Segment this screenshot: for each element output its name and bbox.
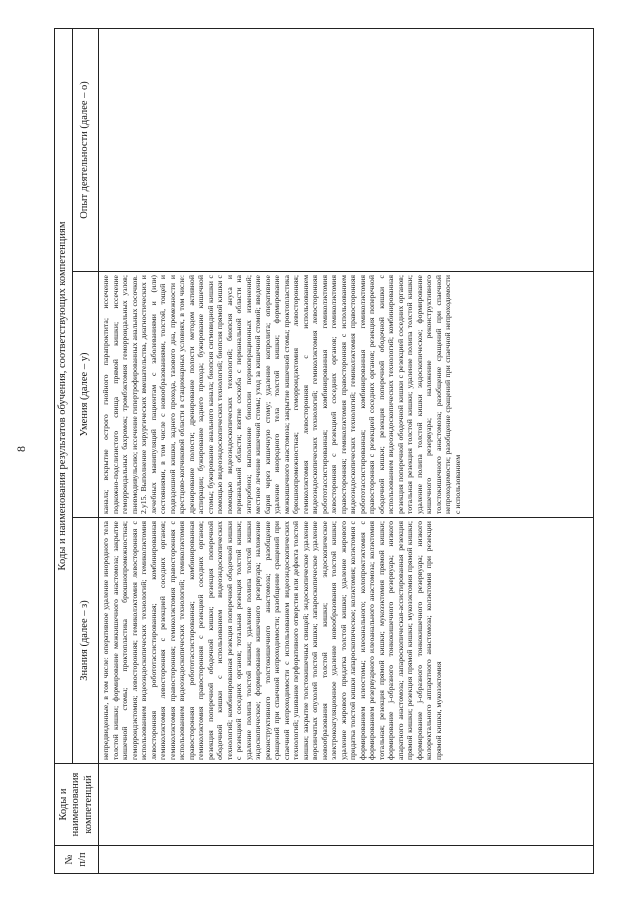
skills-text: канала; вскрытие острого гнойного парапроктита; иссечение подкожно-подслизистого свища прямой кишки; иссечение геморроидальных бахромок; тромбэктомия геморроидальных узлов; пневмодивульсию; иссечение гипертрофированных анальных сосочков. 2.у15. Выполнение хирургических вмешательства, диагностических и лечебных манипуляций пациентам с заболеваниями и (или) состояниями, в том числе с новообразованиями, толстой, тощей и подвздошной кишки, заднего прохода, тазового дна, промежности и крестцово-копчиковой области в стационарных условиях, в том числе: дренирование полости; дренирование полости методом активной аспирации; бужирование заднего прохода; бужирование кишечной стомы; бужирование анального канала; биопсия сигмовидной кишки с помощью видеоэндоскопических технологий; биопсия прямой кишки с помощью видеоэндоскопических технологий; биопсия ануса и перианальной области; взятие соскоба с перианальной области на энтеробиоз; выполнение биопсии периоперационных изменений; местное лечение кишечной стомы; уход за кишечной стомой; введение бария через кишечную стому; удаление копролита; оперативное удаление инородного тела толстой кишки; формирование межкишечного анастомоза; закрытие кишечной стомы; проктопластика брюшнопромежностная; геморроидэктомия левосторонняя; гемиколэктомия левосторонняя с использованием видеоэндоскопических технологий; гемиколэктомия левосторонняя робототассистированная; комбинированная гемиколэктомия левосторонняя с резекцией соседних органов; гемиколэктомия правосторонняя; гемиколэктомия правосторонняя с использованием видеоэндоскопических технологий; гемиколэктомия правосторонняя робототассистированная; комбинированная гемиколэктомия правосторонняя с резекцией соседних органов; резекция поперечной ободочной кишки; резекция поперечной ободочной кишки с использованием видеоэндоскопических технологий; комбинированная резекция поперечной ободочной кишки с резекцией соседних органов; тотальная резекция толстой кишки; удаление полипа толстой кишки; удаление полипа толстой кишки эндоскопическое; формирование кишечного резервуара; наложение реконструктивного толстокишечного анастомоза; разобщение сращений при спаечной непроходимости; разобщение сращений при спаечной непроходимости с использованием <box>101 275 462 514</box>
table-row <box>99 28 594 873</box>
header-experience: Опыт деятельности (далее – о) <box>73 28 99 271</box>
cell-number <box>99 846 594 874</box>
header-results-group: Коды и наименования результатов обучения, соответствующих компетенциям <box>55 28 73 763</box>
header-knowledge: Знания (далее – з) <box>73 518 99 764</box>
knowledge-text: непредвиденные, в том числе: оперативное удаление инородного тела толстой кишки; формирование межкишечного анастомоза; закрытие кишечной стомы; проктопластика брюшнопромежностная; геморроидэктомия; левосторонняя; гемиколэктомия левосторонняя с использованием видеоэндоскопических технологий; гемиколэктомия левосторонняя робототассистированная; комбинированная гемиколэктомия левосторонняя с резекцией соседних органов; гемиколэктомия правосторонняя; гемиколэктомия правосторонняя с использованием видеоэндоскопических технологий; гемиколэктомия правосторонняя робототассистированная; комбинированная гемиколэктомия правосторонняя с резекцией соседних органов; резекция поперечной ободочной кишки; резекция поперечной ободочной кишки с использованием видеоэндоскопических технологий; комбинированная резекция поперечной ободочной кишки с резекцией соседних органов; тотальная резекция толстой кишки; удаление полипа толстой кишки; удаление полипа толстой кишки эндоскопическое; формирование кишечного резервуара; наложение реконструктивного толстокишечного анастомоза; разобщение сращений при спаечной непроходимости; разобщение сращений при спаечной непроходимости с использованием видеоэндоскопических технологий; ушивание перфоративного отверстия или дефекта толстой кишки; закрытие толстокишечных свищей; эндоскопическое удаление ворсинчатых опухолей толстой кишки; лапароскопическое удаление новообразования толстой кишки; эндоскопическое электрокоагуляционное удаление новообразования толстой кишки; удаление жирового придатка толстой кишки; удаление жирового придатка толстой кишки лапароскопическое; колэктомия; колэктомия с формированием илеостомы; илеоанального; колопроктэктомия с формированием резервуарного илеоанального анастомоза; колэктомия тотальная; резекция прямой кишки; мукозэктомия прямой кишки; формирование j-образного тонкокишечного резервуара; низкого апаратного анастомоза; лапароскопическая-ассистированная резекция прямой кишки; резекция прямой кишки; мукозэктомия прямой кишки; формирование j-образного тонкокишечного резервуара; низкого колоректального аппаратного анастомоза; колэктомия при резекции прямой кишки, мукозэктомия <box>101 521 443 760</box>
header-number: № п/п <box>55 846 99 874</box>
page-number: 8 <box>14 446 28 452</box>
cell-knowledge <box>99 518 594 764</box>
rotated-document-page <box>14 29 594 874</box>
cell-experience <box>99 28 594 271</box>
competency-table <box>54 28 594 874</box>
header-competency-codes: Коды и наименования компетенций <box>55 764 99 846</box>
cell-skills <box>99 272 594 518</box>
header-skills: Умения (далее – у) <box>73 272 99 518</box>
cell-competency-code <box>99 764 594 846</box>
